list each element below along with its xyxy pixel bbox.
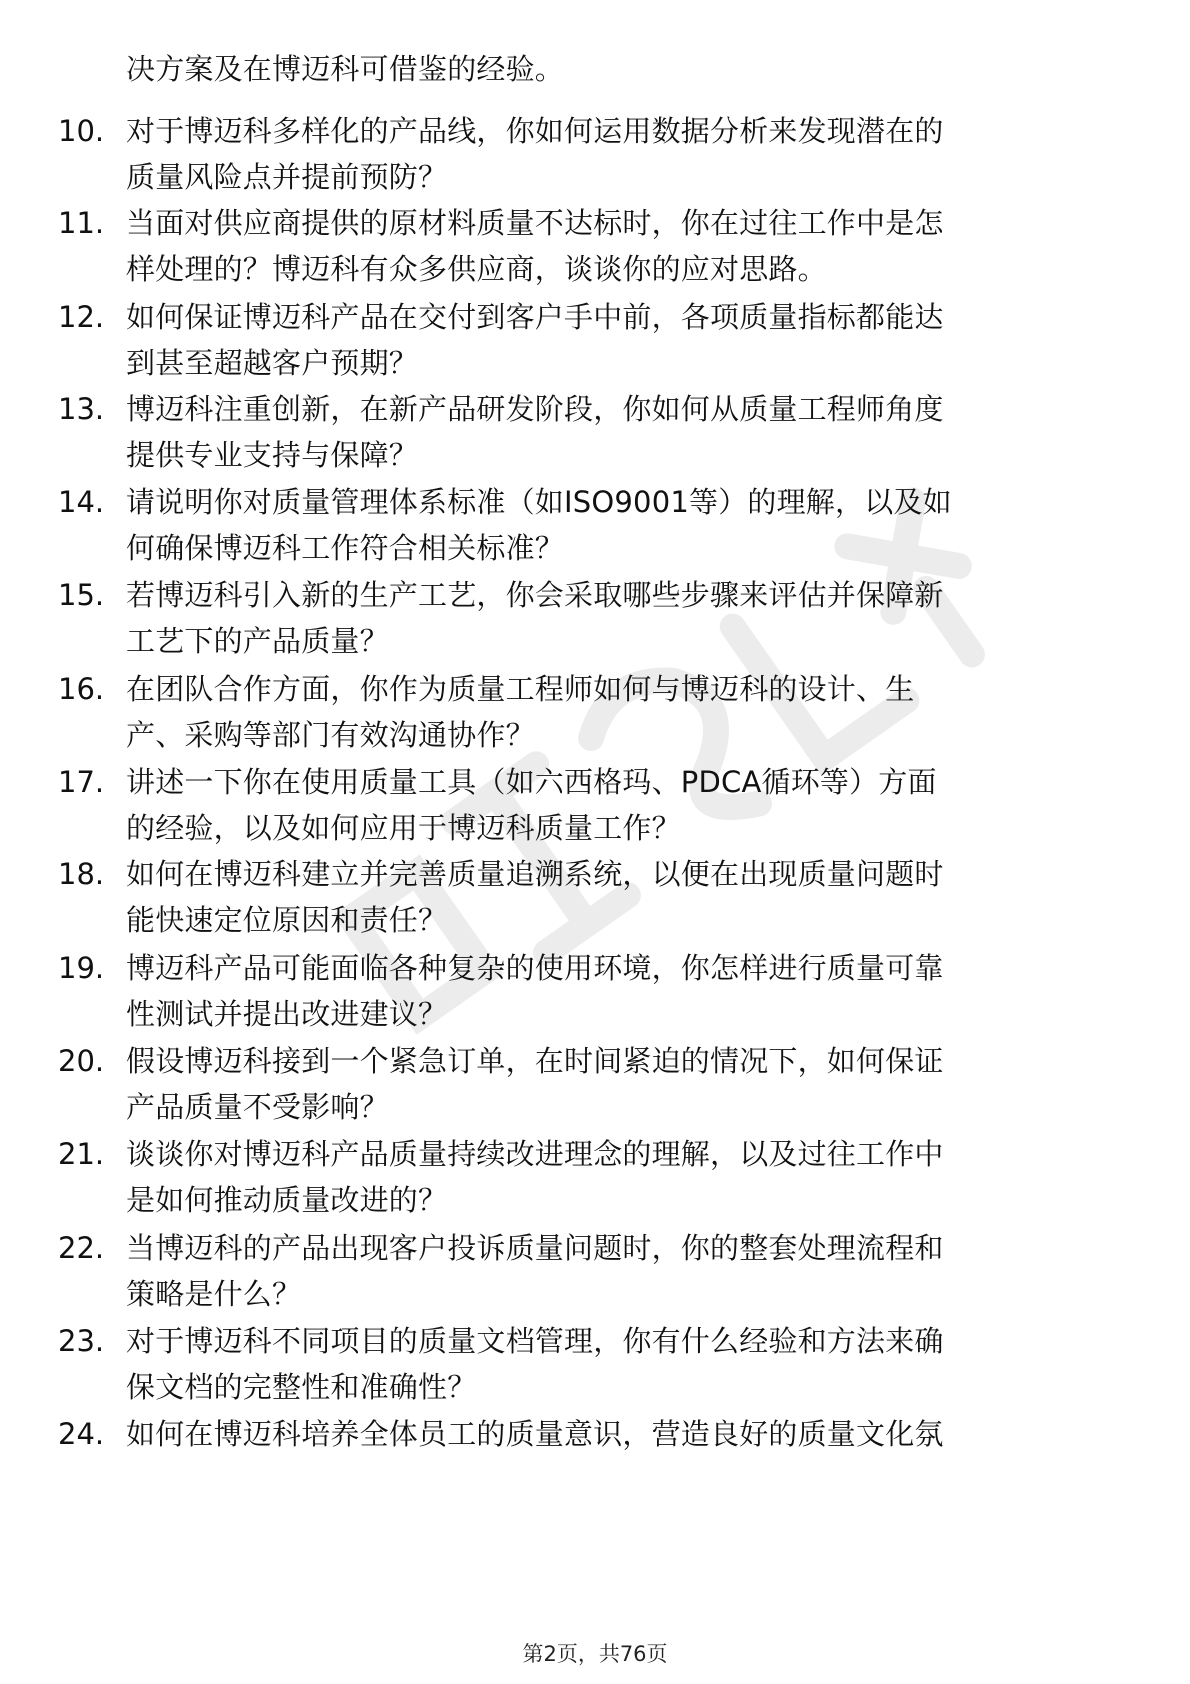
item-number: 17. (58, 765, 105, 799)
item-text-line: 博迈科注重创新，在新产品研发阶段，你如何从质量工程师角度 (126, 392, 944, 426)
item-text-line: 对于博迈科多样化的产品线，你如何运用数据分析来发现潜在的 (126, 114, 944, 148)
item-text-line: 是如何推动质量改进的？ (126, 1183, 448, 1217)
page-footer: 第2页，共76页 (522, 1642, 668, 1666)
item-text-line: 当博迈科的产品出现客户投诉质量问题时，你的整套处理流程和 (126, 1231, 944, 1265)
item-number: 14. (58, 485, 105, 519)
item-text-line: 质量风险点并提前预防？ (126, 160, 448, 194)
item-text-line: 如何保证博迈科产品在交付到客户手中前，各项质量指标都能达 (126, 300, 944, 334)
item-text-line: 策略是什么？ (126, 1277, 302, 1311)
item-number: 22. (58, 1231, 105, 1265)
item-text-line: 讲述一下你在使用质量工具（如六西格玛、PDCA循环等）方面 (126, 765, 937, 799)
continuation-text: 决方案及在博迈科可借鉴的经验。 (126, 52, 565, 86)
item-text-line: 产、采购等部门有效沟通协作？ (126, 718, 535, 752)
item-text-line: 博迈科产品可能面临各种复杂的使用环境，你怎样进行质量可靠 (126, 951, 944, 985)
item-text-line: 在团队合作方面，你作为质量工程师如何与博迈科的设计、生 (126, 672, 915, 706)
item-number: 16. (58, 672, 105, 706)
item-number: 10. (58, 114, 105, 148)
item-number: 21. (58, 1137, 105, 1171)
item-number: 15. (58, 578, 105, 612)
item-text-line: 对于博迈科不同项目的质量文档管理，你有什么经验和方法来确 (126, 1324, 944, 1358)
item-text-line: 请说明你对质量管理体系标准（如ISO9001等）的理解，以及如 (126, 485, 952, 519)
item-text-line: 假设博迈科接到一个紧急订单，在时间紧迫的情况下，如何保证 (126, 1044, 944, 1078)
item-text-line: 样处理的？博迈科有众多供应商，谈谈你的应对思路。 (126, 252, 827, 286)
item-number: 12. (58, 300, 105, 334)
item-number: 24. (58, 1417, 105, 1451)
item-number: 20. (58, 1044, 105, 1078)
item-text-line: 当面对供应商提供的原材料质量不达标时，你在过往工作中是怎 (126, 206, 944, 240)
item-text-line: 的经验，以及如何应用于博迈科质量工作？ (126, 811, 681, 845)
item-text-line: 保文档的完整性和准确性？ (126, 1370, 477, 1404)
item-number: 19. (58, 951, 105, 985)
item-text-line: 能快速定位原因和责任？ (126, 903, 448, 937)
item-text-line: 产品质量不受影响？ (126, 1090, 389, 1124)
item-text-line: 到甚至超越客户预期？ (126, 346, 419, 380)
item-text-line: 谈谈你对博迈科产品质量持续改进理念的理解，以及过往工作中 (126, 1137, 944, 1171)
item-number: 11. (58, 206, 105, 240)
item-number: 23. (58, 1324, 105, 1358)
item-text-line: 性测试并提出改进建议？ (126, 997, 448, 1031)
item-text-line: 如何在博迈科培养全体员工的质量意识，营造良好的质量文化氛 (126, 1417, 944, 1451)
item-text-line: 如何在博迈科建立并完善质量追溯系统，以便在出现质量问题时 (126, 857, 944, 891)
item-number: 13. (58, 392, 105, 426)
item-text-line: 提供专业支持与保障？ (126, 438, 419, 472)
item-text-line: 若博迈科引入新的生产工艺，你会采取哪些步骤来评估并保障新 (126, 578, 944, 612)
item-text-line: 工艺下的产品质量？ (126, 624, 389, 658)
item-number: 18. (58, 857, 105, 891)
item-text-line: 何确保博迈科工作符合相关标准？ (126, 531, 565, 565)
